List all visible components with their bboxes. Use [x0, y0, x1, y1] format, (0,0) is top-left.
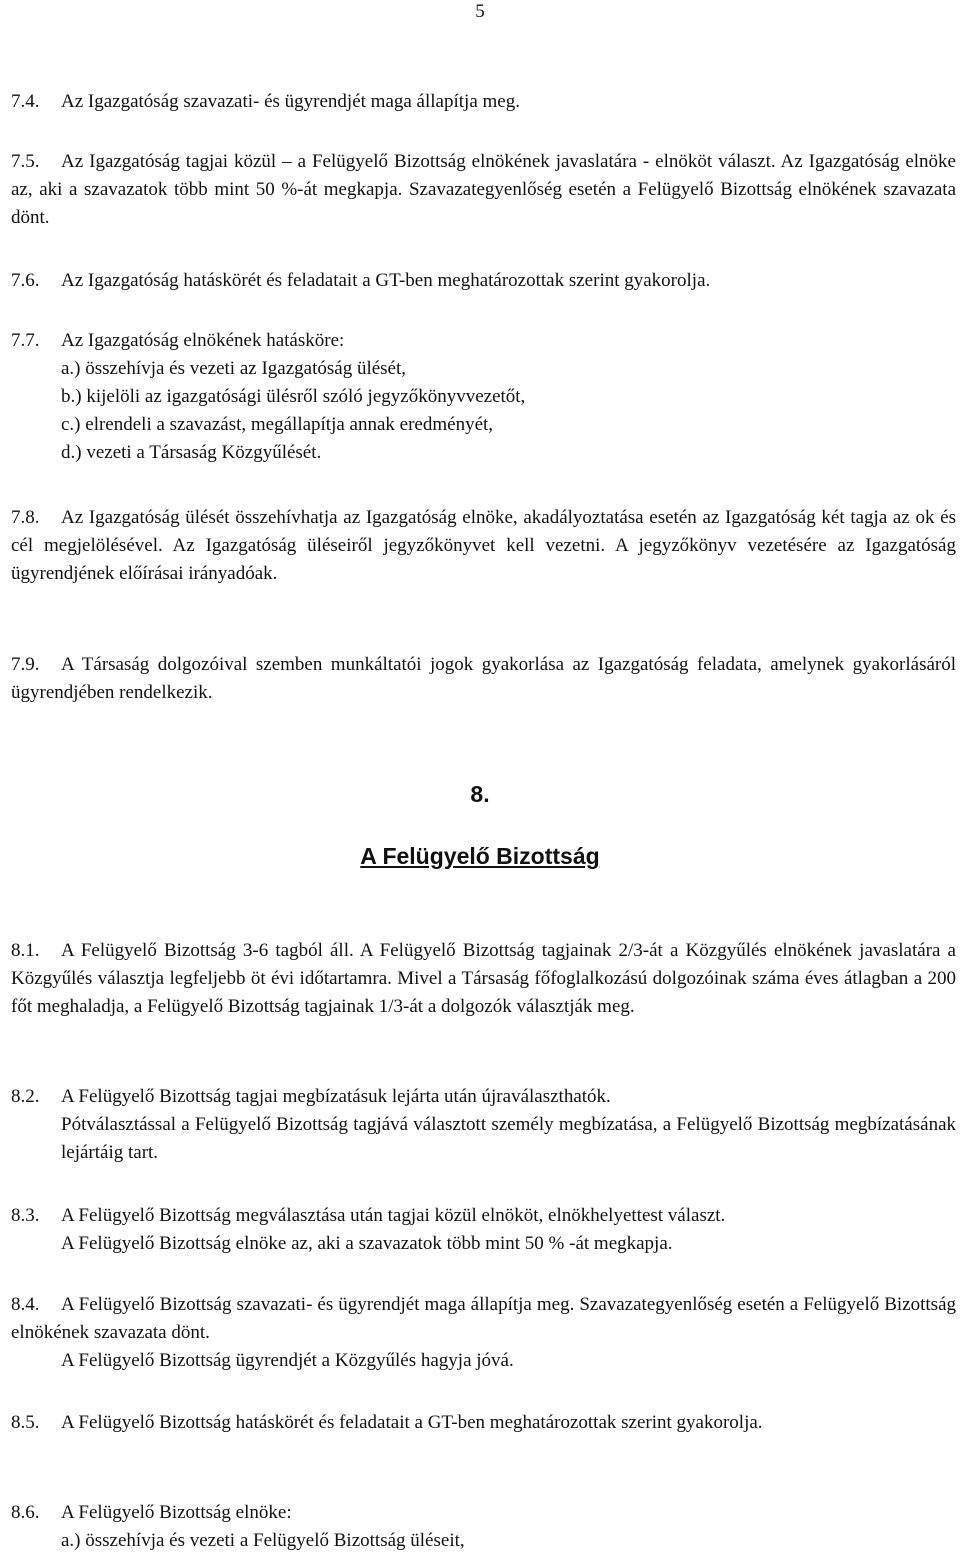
paragraph-number: 8.4. — [11, 1294, 40, 1315]
paragraph-number: 7.7. — [11, 330, 40, 351]
section-title: A Felügyelő Bizottság — [360, 843, 600, 869]
list-item: a.) összehívja és vezeti az Igazgatóság ülését, — [61, 358, 407, 379]
list-item: d.) vezeti a Társaság Közgyűlését. — [61, 442, 322, 463]
paragraph-8-2 — [11, 1083, 956, 1167]
paragraph-number: 8.1. — [11, 940, 40, 961]
paragraph-number: 7.8. — [11, 507, 40, 528]
paragraph-text: A Felügyelő Bizottság tagjai megbízatásuk lejárta után újraválaszthatók. — [61, 1086, 611, 1107]
paragraph-7-7 — [11, 327, 956, 467]
paragraph-8-5 — [11, 1409, 956, 1437]
list-item: c.) elrendeli a szavazást, megállapítja annak eredményét, — [61, 414, 494, 435]
list-item: a.) összehívja és vezeti a Felügyelő Bizottság üléseit, — [61, 1530, 465, 1551]
paragraph-text-continued: Pótválasztással a Felügyelő Bizottság tagjává választott személy megbízatása, a Felügyelő Bizottság megbízatásának lejártáig tart. — [61, 1114, 956, 1163]
paragraph-8-6 — [11, 1499, 956, 1555]
paragraph-8-4 — [11, 1291, 956, 1375]
paragraph-text-continued: A Felügyelő Bizottság elnöke az, aki a szavazatok több mint 50 % -át megkapja. — [61, 1233, 673, 1254]
paragraph-7-9 — [11, 651, 956, 707]
paragraph-number: 7.4. — [11, 91, 40, 112]
paragraph-text: Az Igazgatóság szavazati- és ügyrendjét maga állapítja meg. — [61, 91, 520, 112]
section-number: 8. — [470, 781, 490, 807]
paragraph-8-3 — [11, 1202, 956, 1258]
paragraph-text: Az Igazgatóság elnökének hatásköre: — [61, 330, 345, 351]
paragraph-number: 8.3. — [11, 1205, 40, 1226]
paragraph-text-continued: A Felügyelő Bizottság ügyrendjét a Közgyűlés hagyja jóvá. — [61, 1350, 514, 1371]
paragraph-7-4 — [11, 88, 956, 116]
paragraph-text: A Felügyelő Bizottság szavazati- és ügyrendjét maga állapítja meg. Szavazategyenlőség esetén a Felügyelő Bizottság elnökének szavazata dönt. — [11, 1294, 956, 1343]
paragraph-8-1 — [11, 937, 956, 1021]
paragraph-number: 8.2. — [11, 1086, 40, 1107]
paragraph-text: A Felügyelő Bizottság megválasztása után tagjai közül elnököt, elnökhelyettest választ. — [61, 1205, 726, 1226]
paragraph-7-6 — [11, 267, 956, 295]
paragraph-7-5 — [11, 148, 956, 232]
paragraph-text: A Társaság dolgozóival szemben munkáltatói jogok gyakorlása az Igazgatóság feladata, amelynek gyakorlásáról ügyrendjében rendelkezik. — [11, 654, 956, 703]
paragraph-number: 7.9. — [11, 654, 40, 675]
paragraph-number: 7.6. — [11, 270, 40, 291]
paragraph-text: A Felügyelő Bizottság elnöke: — [61, 1502, 292, 1523]
paragraph-text: A Felügyelő Bizottság hatáskörét és feladatait a GT-ben meghatározottak szerint gyakorolja. — [61, 1412, 763, 1433]
paragraph-7-8 — [11, 504, 956, 588]
paragraph-text: Az Igazgatóság ülését összehívhatja az Igazgatóság elnöke, akadályoztatása esetén az Igazgatóság két tagja az ok és cél megjelölésével. Az Igazgatóság üléseiről jegyzőkönyvet kell vezetni. A jegyzőkönyv vezetésére az Igazgatóság ügyrendjének előírásai irányadóak. — [11, 507, 956, 584]
page-number: 5 — [475, 1, 485, 22]
paragraph-text: Az Igazgatóság hatáskörét és feladatait a GT-ben meghatározottak szerint gyakorolja. — [61, 270, 711, 291]
list-item: b.) kijelöli az igazgatósági ülésről szóló jegyzőkönyvvezetőt, — [61, 386, 526, 407]
paragraph-number: 8.5. — [11, 1412, 40, 1433]
paragraph-text: A Felügyelő Bizottság 3-6 tagból áll. A Felügyelő Bizottság tagjainak 2/3-át a Közgyűlés elnökének javaslatára a Közgyűlés választja legfeljebb öt évi időtartamra. Mivel a Társaság főfoglalkozású dolgozóinak száma éves átlagban a 200 főt meghaladja, a Felügyelő Bizottság tagjainak 1/3-át a dolgozók választják meg. — [11, 940, 956, 1017]
paragraph-number: 8.6. — [11, 1502, 40, 1523]
paragraph-number: 7.5. — [11, 151, 40, 172]
paragraph-text: Az Igazgatóság tagjai közül – a Felügyelő Bizottság elnökének javaslatára - elnököt választ. Az Igazgatóság elnöke az, aki a szavazatok több mint 50 %-át megkapja. Szavazategyenlőség esetén a Felügyelő Bizottság elnökének szavazata dönt. — [11, 151, 956, 228]
